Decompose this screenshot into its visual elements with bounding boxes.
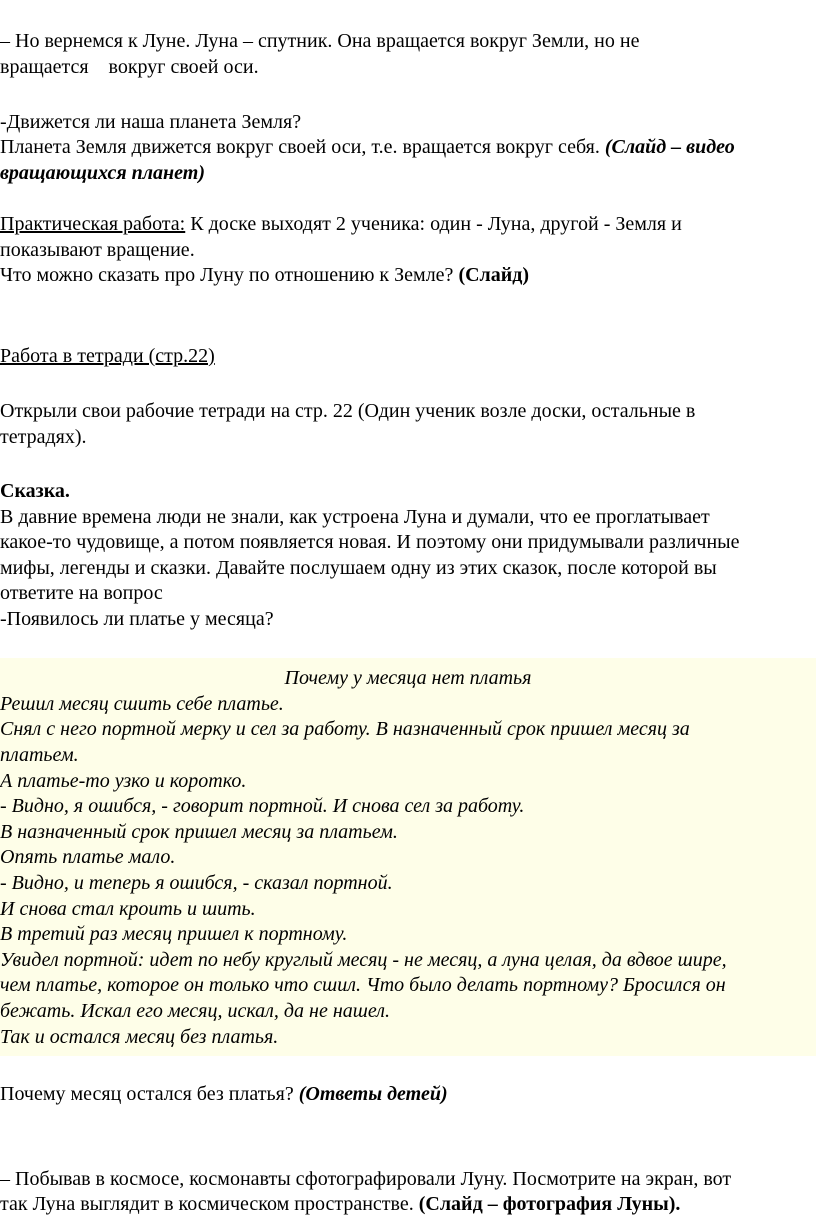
story-line: Снял с него портной мерку и сел за работу. В назначенный срок пришел месяц за bbox=[0, 718, 690, 741]
spacer bbox=[0, 289, 816, 315]
final-line2-text: так Луна выглядит в космическом пространстве. bbox=[0, 1193, 419, 1216]
story-line: платьем. bbox=[0, 744, 79, 767]
practice-line1-text: К доске выходят 2 ученика: один - Луна, другой - Земля и bbox=[185, 213, 682, 236]
slide-note: (Слайд) bbox=[458, 264, 530, 287]
para2-line1: -Движется ли наша планета Земля? bbox=[0, 110, 302, 133]
spacer bbox=[0, 370, 816, 396]
final-line2 bbox=[0, 1192, 816, 1218]
final-line1: – Побывав в космосе, космонавты сфотографировали Луну. Посмотрите на экран, вот bbox=[0, 1167, 732, 1190]
spacer bbox=[0, 1133, 816, 1159]
story-block bbox=[0, 658, 816, 1056]
workbook-heading: Работа в тетради (стр.22) bbox=[0, 345, 215, 368]
workbook-line2: тетрадях). bbox=[0, 425, 87, 448]
para1-line2: вращается вокруг своей оси. bbox=[0, 55, 259, 78]
practice-line3-text: Что можно сказать про Луну по отношению к Земле? bbox=[0, 264, 459, 287]
para2-line2 bbox=[0, 135, 816, 161]
question-text: Почему месяц остался без платья? bbox=[0, 1082, 299, 1105]
story-line: - Видно, я ошибся, - говорит портной. И снова сел за работу. bbox=[0, 795, 525, 818]
story-line: бежать. Искал его месяц, искал, да не нашел. bbox=[0, 999, 390, 1022]
answers-note: (Ответы детей) bbox=[298, 1082, 448, 1105]
para2-line3: вращающихся планет) bbox=[0, 161, 205, 184]
story-line: И снова стал кроить и шить. bbox=[0, 897, 256, 920]
spacer bbox=[0, 187, 816, 213]
practice-label: Практическая работа: bbox=[0, 213, 186, 236]
practice-line2: показывают вращение. bbox=[0, 238, 195, 261]
story-line: В третий раз месяц пришел к портному. bbox=[0, 923, 348, 946]
spacer bbox=[0, 1107, 816, 1133]
spacer bbox=[0, 1159, 816, 1167]
story-line: А платье-то узко и коротко. bbox=[0, 769, 247, 792]
tale-heading: Сказка. bbox=[0, 480, 70, 503]
story-title: Почему у месяца нет платья bbox=[284, 667, 532, 690]
spacer bbox=[0, 315, 816, 341]
spacer bbox=[0, 80, 816, 106]
tale-line: какое-то чудовище, а потом появляется новая. И поэтому они придумывали различные bbox=[0, 531, 740, 554]
story-line: Увидел портной: идет по небу круглый месяц - не месяц, а луна целая, да вдвое шире, bbox=[0, 948, 727, 971]
tale-line: мифы, легенды и сказки. Давайте послушаем одну из этих сказок, после которой вы bbox=[0, 556, 717, 579]
tale-line: В давние времена люди не знали, как устроена Луна и думали, что ее проглатывает bbox=[0, 505, 710, 528]
story-line: Так и остался месяц без платья. bbox=[0, 1025, 279, 1048]
story-line: В назначенный срок пришел месяц за платьем. bbox=[0, 820, 398, 843]
tale-question: -Появилось ли платье у месяца? bbox=[0, 608, 274, 631]
question-line bbox=[0, 1082, 816, 1108]
spacer bbox=[0, 451, 816, 477]
slide-video-note: (Слайд – видео bbox=[604, 136, 735, 159]
para1-line1: – Но вернемся к Луне. Луна – спутник. Она вращается вокруг Земли, но не bbox=[0, 30, 640, 52]
tale-line: ответите на вопрос bbox=[0, 582, 163, 605]
story-line: Решил месяц сшить себе платье. bbox=[0, 692, 284, 715]
workbook-line1: Открыли свои рабочие тетради на стр. 22 (Один ученик возле доски, остальные в bbox=[0, 400, 696, 423]
story-line: чем платье, которое он только что сшил. Что было делать портному? Бросился он bbox=[0, 974, 726, 997]
practice-line1 bbox=[0, 212, 816, 238]
spacer bbox=[0, 1056, 816, 1082]
practice-line3 bbox=[0, 263, 816, 289]
para2-line2-text: Планета Земля движется вокруг своей оси, т.е. вращается вокруг себя. bbox=[0, 136, 605, 159]
spacer bbox=[0, 633, 816, 659]
story-line: Опять платье мало. bbox=[0, 846, 176, 869]
story-line: - Видно, и теперь я ошибся, - сказал портной. bbox=[0, 872, 393, 894]
slide-photo-note: (Слайд – фотография Луны). bbox=[418, 1193, 681, 1216]
document-page bbox=[0, 29, 816, 1218]
